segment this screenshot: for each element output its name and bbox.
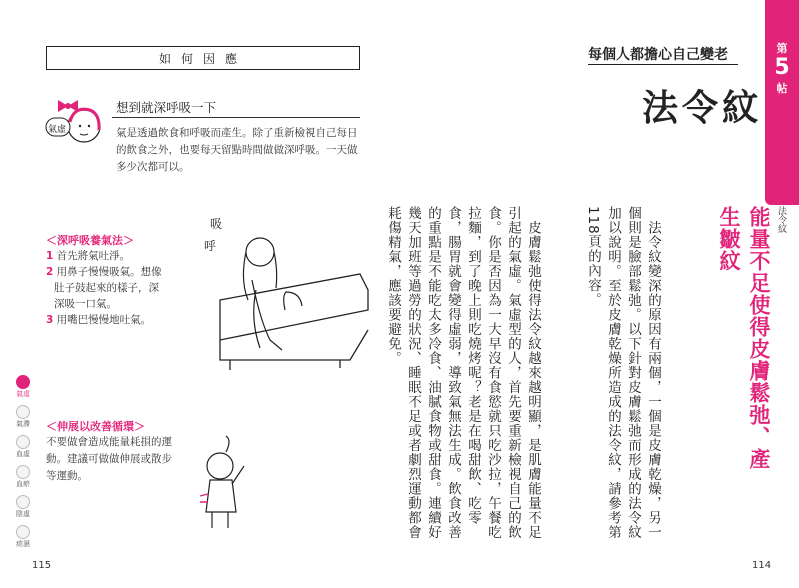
page-title: 法令紋 <box>642 88 763 129</box>
stretch-body: 不要做會造成能量耗損的運動。建議可做做伸展或散步等運動。 <box>46 436 172 482</box>
breathing-heading: ＜深呼吸養氣法＞ <box>46 234 134 247</box>
side-nav-item[interactable]: 陰虛 <box>12 495 34 523</box>
section-title: 想到就深呼吸一下 <box>116 100 217 115</box>
section-header-text: 如何因應 <box>158 51 247 66</box>
section-body: 氣是透過飲食和呼吸而產生。除了重新檢視自己每日的飲食之外，也要每天留點時間做做深呼吸。一天做多少次都可以。 <box>116 127 358 173</box>
subheading: 每個人都擔心自己變老 <box>588 47 728 63</box>
side-nav-item[interactable]: 氣虛 <box>12 375 34 403</box>
qi-deficiency-avatar <box>44 92 106 154</box>
side-nav-item[interactable]: 血虛 <box>12 435 34 463</box>
breathing-step: 1 首先將氣吐淨。 <box>46 250 131 262</box>
breathing-method <box>46 232 166 328</box>
page-number-left: 115 <box>32 560 52 571</box>
stretch-heading: ＜伸展以改善循環＞ <box>46 420 145 433</box>
chapter-tab-number: 5 <box>774 55 790 80</box>
chapter-tab-prefix: 第 <box>776 42 788 55</box>
sound-exhale: 呼 <box>204 239 217 253</box>
side-label: 法令紋 <box>776 206 786 233</box>
section-header-box <box>46 46 360 70</box>
article-paragraph: 皮膚鬆弛使得法令紋越來越明顯，是肌膚能量不足引起的氣虛。氣虛型的人，首先要重新檢視自己的飲食。你是否因為一大早沒有食慾就只吃沙拉，午餐吃拉麵，到了晚上則吃燒烤呢？老是在喝甜飲、吃零食，腸胃就會變得虛弱，導致氣無法生成。飲食改善的重點是不能吃太多冷食、油膩食物或甜食。連續好幾天加班等過勞的狀況、睡眠不足或者劇烈運動都會耗傷精氣，應該要避免。 <box>385 206 541 540</box>
subheading-underline <box>588 64 738 65</box>
section-title-underline <box>112 117 360 118</box>
article-paragraph: 法令紋變深的原因有兩個，一個是皮膚乾燥，另一個則是臉部鬆弛。以下針對皮膚鬆弛而形成的法令紋加以說明。至於皮膚乾燥所造成的法令紋，請參考第118頁的內容。 <box>585 206 661 540</box>
avatar-label: 氣虛 <box>48 125 67 135</box>
article-body <box>363 206 703 550</box>
breathing-step: 3 用嘴巴慢慢地吐氣。 <box>46 314 152 326</box>
page-number-right: 114 <box>752 560 772 571</box>
chapter-tab-suffix: 帖 <box>776 82 788 95</box>
side-nav-item[interactable]: 血瘀 <box>12 465 34 493</box>
side-navigation <box>12 375 34 555</box>
sound-inhale: 吸 <box>210 217 223 231</box>
chapter-tab[interactable] <box>765 0 799 205</box>
side-nav-item[interactable]: 氣滯 <box>12 405 34 433</box>
side-nav-item[interactable]: 痰濕 <box>12 525 34 553</box>
stretch-illustration <box>196 436 256 535</box>
vertical-heading: 能量不足使得皮膚鬆弛、產生皺紋 <box>717 206 771 470</box>
breathing-step: 2 用鼻子慢慢吸氣。想像肚子鼓起來的樣子，深深吸一口氣。 <box>46 266 162 310</box>
stretch-section <box>46 418 176 485</box>
breathing-illustration <box>190 210 380 384</box>
